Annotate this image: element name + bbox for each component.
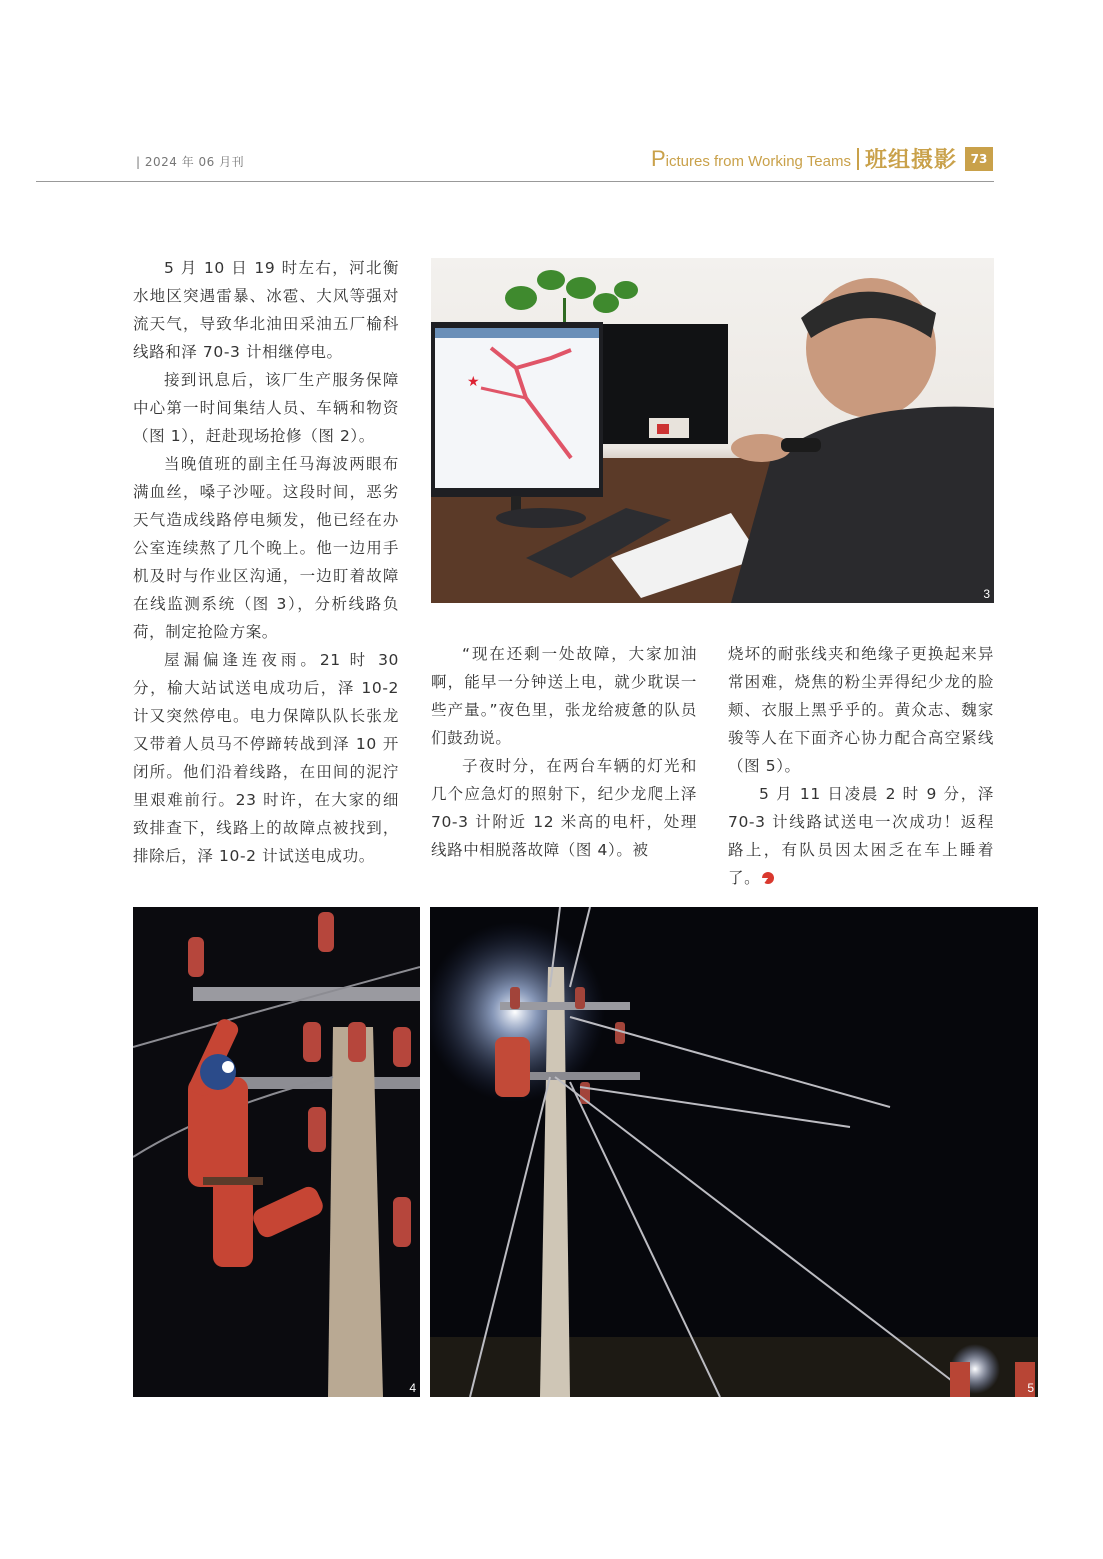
photo-monitoring-office <box>431 258 994 603</box>
section-header <box>651 143 993 174</box>
paragraph: 屋漏偏逢连夜雨。21 时 30 分，榆大站试送电成功后，泽 10-2 计又突然停电。电力保障队队长张龙又带着人员马不停蹄转战到泽 10 开闭所。他们沿着线路，在田间的泥泞里艰难前行。23 时许，在大家的细致排查下，线路上的故障点被找到，排除后，泽 10-2 计试送电成功。 <box>133 651 399 865</box>
pole-repair-illustration <box>133 907 420 1397</box>
paragraph: 烧坏的耐张线夹和绝缘子更换起来异常困难，烧焦的粉尘弄得纪少龙的脸颊、衣服上黑乎乎的。黄众志、魏家骏等人在下面齐心协力配合高空紧线（图 5）。 <box>728 645 994 775</box>
header-divider <box>36 181 994 182</box>
article-column-2 <box>431 640 697 864</box>
paragraph: 5 月 10 日 19 时左右，河北衡水地区突遇雷暴、冰雹、大风等强对流天气，导致华北油田采油五厂榆科线路和泽 70-3 计相继停电。 <box>133 259 399 361</box>
issue-date: | 2024 年 06 月刊 <box>136 155 245 169</box>
paragraph: 接到讯息后，该厂生产服务保障中心第一时间集结人员、车辆和物资（图 1），赶赴现场抢修（图 2）。 <box>133 371 399 445</box>
photo-number: 5 <box>1027 1381 1034 1395</box>
header-separator <box>857 148 859 170</box>
svg-text:★: ★ <box>467 374 480 390</box>
paragraph: 子夜时分，在两台车辆的灯光和几个应急灯的照射下，纪少龙爬上泽 70-3 计附近 12 米高的电杆，处理线路中相脱落故障（图 4）。被 <box>431 757 697 859</box>
page-number: 73 <box>965 147 993 171</box>
night-pole-illustration <box>430 907 1038 1397</box>
office-scene-illustration <box>431 258 994 603</box>
photo-lineman-on-pole <box>133 907 420 1397</box>
photo-number: 3 <box>983 587 990 601</box>
end-mark-icon <box>762 872 774 884</box>
article-column-3 <box>728 640 994 892</box>
paragraph: 当晚值班的副主任马海波两眼布满血丝，嗓子沙哑。这段时间，恶劣天气造成线路停电频发，他已经在办公室连续熬了几个晚上。他一边用手机及时与作业区沟通，一边盯着故障在线监测系统（图 3），分析线路负荷，制定抢险方案。 <box>133 455 399 641</box>
article-column-1 <box>133 254 399 870</box>
photo-number: 4 <box>409 1381 416 1395</box>
paragraph: “现在还剩一处故障，大家加油啊，能早一分钟送上电，就少耽误一些产量。”夜色里，张龙给疲惫的队员们鼓劲说。 <box>431 645 697 747</box>
paragraph: 5 月 11 日凌晨 2 时 9 分，泽 70-3 计线路试送电一次成功！返程路上，有队员因太困乏在车上睡着了。 <box>728 785 994 887</box>
section-title-zh: 班组摄影 <box>864 148 957 173</box>
section-title-en: Pictures from Working Teams <box>650 145 851 171</box>
photo-night-line-tightening <box>430 907 1038 1397</box>
